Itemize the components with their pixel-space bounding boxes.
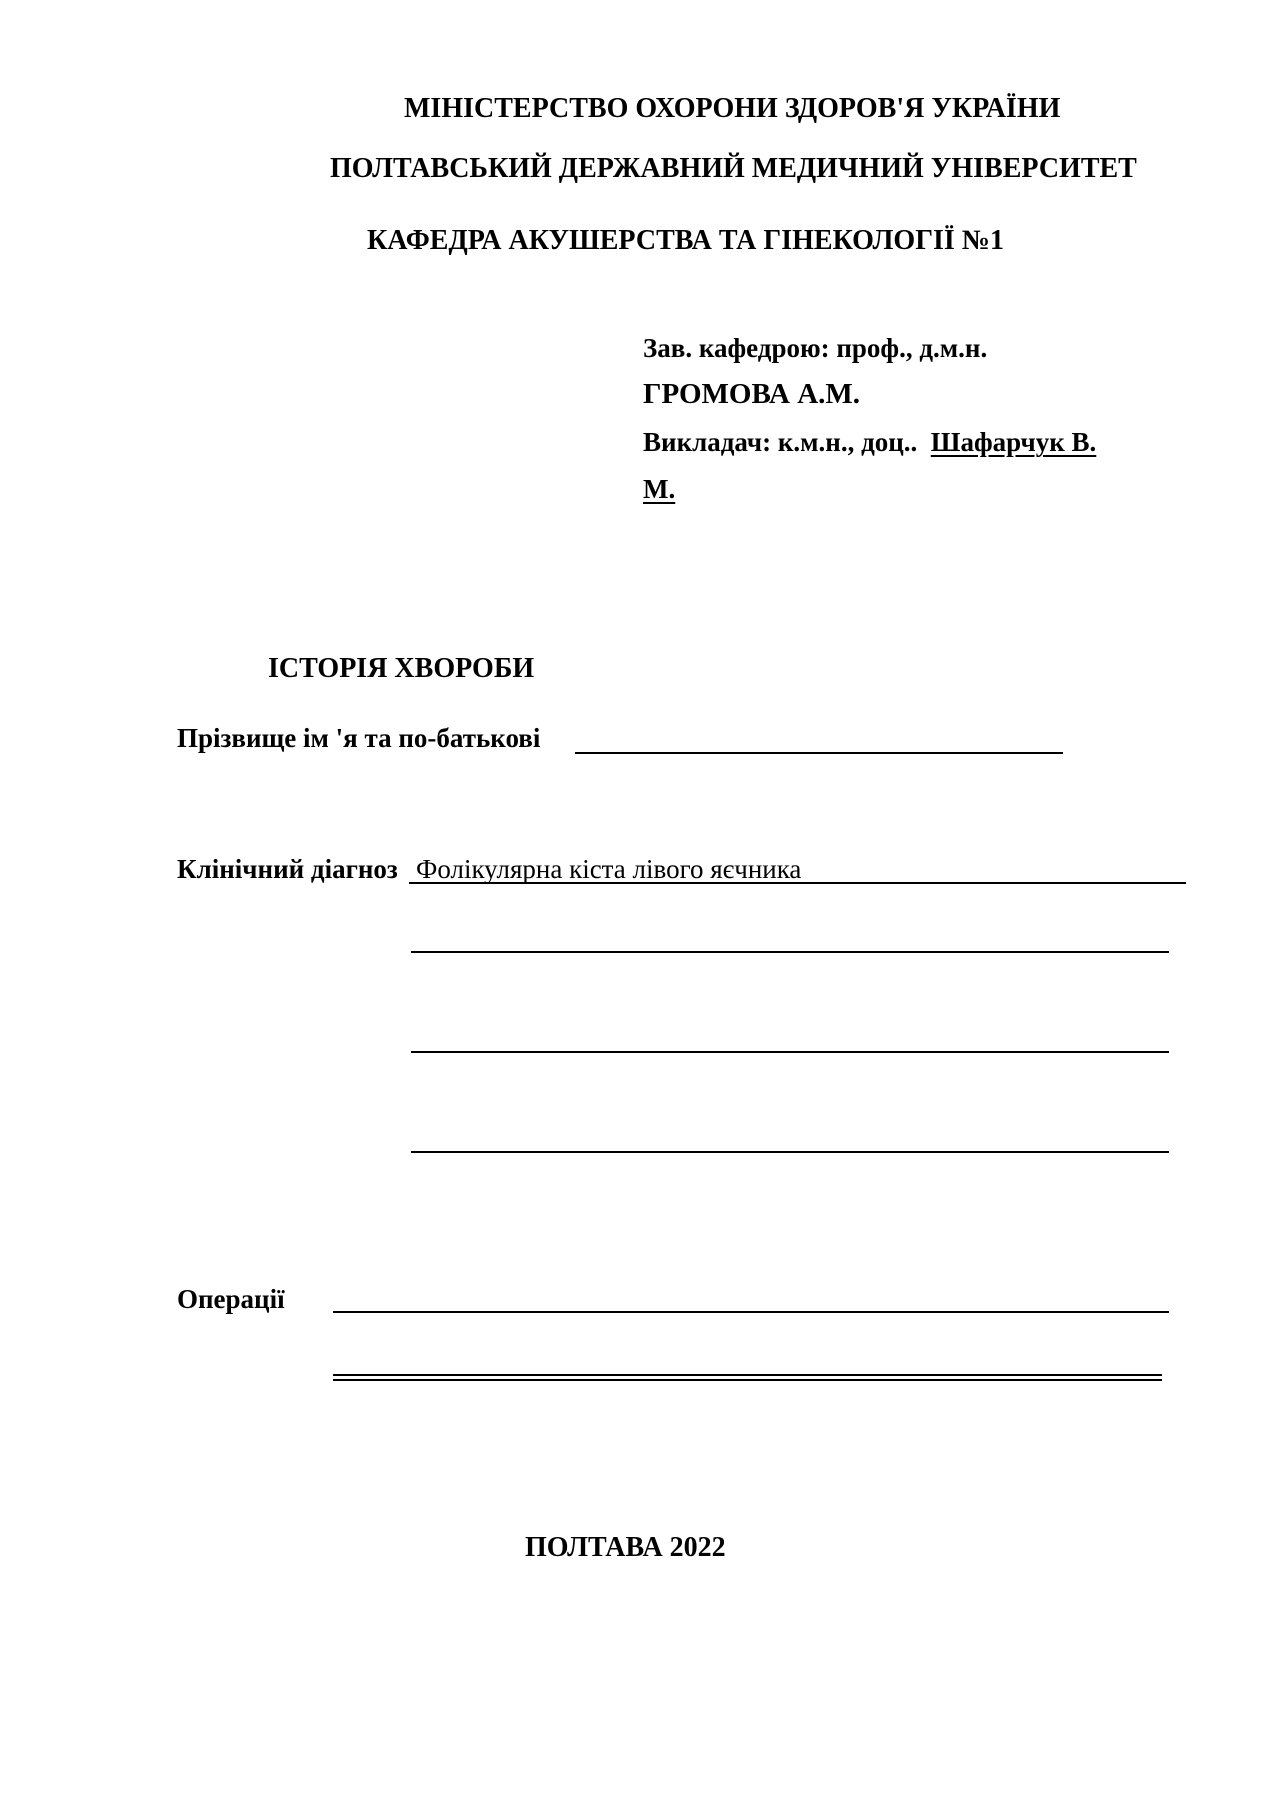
operations-line-2 [333,1374,1162,1381]
patient-name-label: Прізвище ім 'я та по-батькові [177,723,541,753]
teacher-label: Викладач: к.м.н., доц.. [643,427,918,457]
university-heading: ПОЛТАВСЬКИЙ ДЕРЖАВНИЙ МЕДИЧНИЙ УНІВЕРСИТЕТ [330,153,1137,184]
teacher-line [643,427,1096,458]
operations-line-1 [333,1311,1169,1313]
department-heading: КАФЕДРА АКУШЕРСТВА ТА ГІНЕКОЛОГІЇ №1 [367,225,1004,256]
diagnosis-line-2 [411,951,1169,953]
city-year: ПОЛТАВА 2022 [525,1532,726,1563]
case-history-title: ІСТОРІЯ ХВОРОБИ [268,653,535,684]
diagnosis-value: Фолікулярна кіста лівого яєчника [416,854,802,884]
head-of-department-name: ГРОМОВА А.М. [643,378,861,410]
diagnosis-line-1 [409,882,1186,884]
diagnosis-label: Клінічний діагноз [177,854,398,884]
ministry-heading: МІНІСТЕРСТВО ОХОРОНИ ЗДОРОВ'Я УКРАЇНИ [404,93,1061,124]
teacher-name: Шафарчук В. [930,427,1097,457]
diagnosis-line-3 [411,1051,1169,1053]
head-of-department-label: Зав. кафедрою: проф., д.м.н. [643,333,988,363]
diagnosis-line-4 [411,1151,1169,1153]
patient-name-field [575,752,1063,754]
operations-label: Операції [177,1284,285,1314]
teacher-name-continued: М. [643,474,676,504]
